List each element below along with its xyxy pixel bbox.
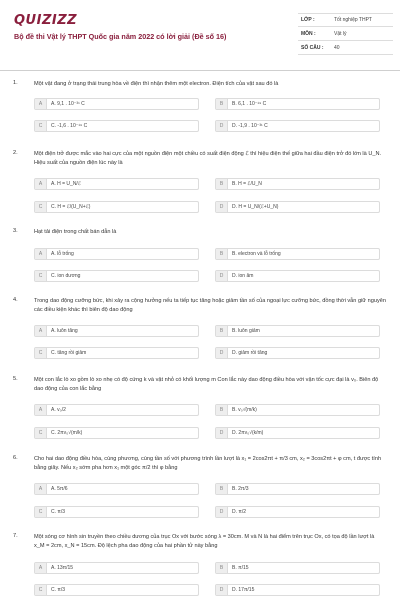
option-b[interactable] bbox=[215, 325, 380, 337]
option-text: B. H = ℰ/U_N bbox=[232, 181, 262, 187]
option-text: D. π/2 bbox=[232, 509, 247, 515]
option-text: D. ion âm bbox=[232, 273, 254, 279]
meta-label: SỐ CÂU : bbox=[301, 44, 324, 51]
option-c[interactable] bbox=[34, 584, 199, 596]
question-text: Cho hai dao động điều hòa, cùng phương, cùng tần số với phương trình lần lượt là x₁ = 2cos2πt + π/3 cm, x₂ = 3cos2πt + φ cm, t được tính bằng giây. Nếu x₂ sớm pha hơn x₁ một góc π/2 thì φ bằng bbox=[34, 456, 382, 471]
meta-row-subject bbox=[298, 27, 393, 41]
option-letter: D bbox=[216, 507, 228, 517]
question-text: Hạt tải điện trong chất bán dẫn là bbox=[34, 229, 117, 235]
question-number: 6. bbox=[13, 455, 18, 461]
option-text: C. tăng rồi giảm bbox=[51, 350, 87, 356]
option-text: A. luôn tăng bbox=[51, 328, 78, 334]
question-number: 3. bbox=[13, 228, 18, 234]
option-letter: D bbox=[216, 585, 228, 595]
option-c[interactable] bbox=[34, 347, 199, 359]
meta-table bbox=[298, 13, 393, 55]
option-text: A. lỗ trống bbox=[51, 251, 74, 257]
option-letter: A bbox=[35, 249, 47, 259]
quizizz-logo: QUIZIZZ bbox=[14, 13, 78, 28]
option-b[interactable] bbox=[215, 98, 380, 110]
option-text: B. luôn giảm bbox=[232, 328, 260, 334]
option-letter: B bbox=[216, 179, 228, 189]
option-text: B. v₀√(m/k) bbox=[232, 407, 257, 413]
option-b[interactable] bbox=[215, 178, 380, 190]
option-text: D. giảm rồi tăng bbox=[232, 350, 268, 356]
option-text: C. -1,6 . 10⁻¹⁹ C bbox=[51, 123, 88, 129]
option-a[interactable] bbox=[34, 404, 199, 416]
question-number: 2. bbox=[13, 150, 18, 156]
question-text: Một điện trở được mắc vào hai cực của một nguồn điện một chiều có suất điện động ℰ thì hiệu điện thế giữa hai đầu điện trở đó lớn là U_N. Hiệu suất của nguồn điện lúc này là bbox=[34, 151, 382, 166]
option-c[interactable] bbox=[34, 427, 199, 439]
meta-value: Vật lý bbox=[334, 30, 347, 37]
option-letter: C bbox=[35, 428, 47, 438]
option-a[interactable] bbox=[34, 325, 199, 337]
option-d[interactable] bbox=[215, 347, 380, 359]
option-letter: A bbox=[35, 326, 47, 336]
option-d[interactable] bbox=[215, 427, 380, 439]
option-letter: A bbox=[35, 99, 47, 109]
option-d[interactable] bbox=[215, 584, 380, 596]
option-letter: D bbox=[216, 428, 228, 438]
option-a[interactable] bbox=[34, 483, 199, 495]
option-letter: D bbox=[216, 121, 228, 131]
option-text: B. 2π/3 bbox=[232, 486, 249, 492]
option-text: B. electron và lỗ trống bbox=[232, 251, 281, 257]
option-text: D. -1,9 . 10⁻³¹ C bbox=[232, 123, 268, 129]
option-letter: A bbox=[35, 179, 47, 189]
option-text: D. H = U_N/(ℰ+U_N) bbox=[232, 204, 279, 210]
option-letter: D bbox=[216, 348, 228, 358]
option-letter: A bbox=[35, 405, 47, 415]
option-text: D. 17π/15 bbox=[232, 587, 255, 593]
meta-value: Tốt nghiệp THPT bbox=[334, 17, 372, 23]
option-text: B. 6,1 . 10⁻¹⁹ C bbox=[232, 101, 267, 107]
option-letter: A bbox=[35, 484, 47, 494]
meta-label: MÔN : bbox=[301, 30, 316, 37]
option-a[interactable] bbox=[34, 178, 199, 190]
option-text: C. 2πv₀√(m/k) bbox=[51, 430, 83, 436]
option-c[interactable] bbox=[34, 120, 199, 132]
question-text: Một sóng cơ hình sin truyền theo chiều dương của trục Ox với bước sóng λ = 30cm. M và N là hai điểm trên trục Ox, có tọa độ lần lượt là x_M = 2cm, x_N = 15cm. Độ lệch pha dao động của hai phần tử này bằng bbox=[34, 534, 375, 549]
header-divider bbox=[0, 70, 400, 71]
option-letter: C bbox=[35, 271, 47, 281]
option-letter: A bbox=[35, 563, 47, 573]
option-letter: B bbox=[216, 326, 228, 336]
option-letter: C bbox=[35, 121, 47, 131]
question-number: 5. bbox=[13, 376, 18, 382]
option-letter: C bbox=[35, 348, 47, 358]
question-number: 1. bbox=[13, 80, 18, 86]
question-text: Trong dao động cưỡng bức, khi xảy ra cộng hưởng nếu ta tiếp tục tăng hoặc giảm tần số của ngoại lực cưỡng bức, đồng thời vẫn giữ nguyên các điều kiện khác thì biên độ dao động bbox=[34, 298, 386, 313]
option-letter: C bbox=[35, 585, 47, 595]
option-b[interactable] bbox=[215, 404, 380, 416]
option-c[interactable] bbox=[34, 506, 199, 518]
option-text: B. π/15 bbox=[232, 565, 249, 571]
question-number: 7. bbox=[13, 533, 18, 539]
meta-row-class bbox=[298, 13, 393, 27]
option-c[interactable] bbox=[34, 270, 199, 282]
question-text: Một vật đang ở trạng thái trung hòa về điện thì nhận thêm một electron. Điện tích của vật sau đó là bbox=[34, 81, 279, 87]
question-text: Một con lắc lò xo gồm lò xo nhẹ có độ cứng k và vật nhỏ có khối lượng m Con lắc này dao động điều hòa với vận tốc cực đại là v₀. Biên độ dao động của con lắc bằng bbox=[34, 377, 379, 392]
option-text: C. π/3 bbox=[51, 587, 66, 593]
option-letter: B bbox=[216, 249, 228, 259]
option-d[interactable] bbox=[215, 506, 380, 518]
option-letter: D bbox=[216, 271, 228, 281]
option-d[interactable] bbox=[215, 270, 380, 282]
option-b[interactable] bbox=[215, 248, 380, 260]
option-letter: D bbox=[216, 202, 228, 212]
option-b[interactable] bbox=[215, 562, 380, 574]
meta-label: LỚP : bbox=[301, 17, 315, 23]
page-header bbox=[0, 0, 400, 66]
option-letter: B bbox=[216, 99, 228, 109]
option-text: A. v₀/2 bbox=[51, 407, 66, 413]
option-letter: B bbox=[216, 484, 228, 494]
option-a[interactable] bbox=[34, 248, 199, 260]
option-text: C. π/3 bbox=[51, 509, 66, 515]
meta-value: 40 bbox=[334, 44, 340, 51]
option-text: A. 9,1 . 10⁻³¹ C bbox=[51, 101, 85, 107]
option-text: A. 5π/6 bbox=[51, 486, 68, 492]
meta-row-count bbox=[298, 41, 393, 55]
option-letter: B bbox=[216, 563, 228, 573]
option-text: D. 2πv₀√(k/m) bbox=[232, 430, 264, 436]
option-letter: B bbox=[216, 405, 228, 415]
question-number: 4. bbox=[13, 297, 18, 303]
option-a[interactable] bbox=[34, 562, 199, 574]
option-text: C. H = ℰ/(U_N+ℰ) bbox=[51, 204, 91, 210]
option-text: A. H = U_N/ℰ bbox=[51, 181, 81, 187]
option-letter: C bbox=[35, 202, 47, 212]
option-a[interactable] bbox=[34, 98, 199, 110]
option-b[interactable] bbox=[215, 483, 380, 495]
option-text: A. 13π/15 bbox=[51, 565, 74, 571]
option-c[interactable] bbox=[34, 201, 199, 213]
option-d[interactable] bbox=[215, 201, 380, 213]
option-d[interactable] bbox=[215, 120, 380, 132]
option-text: C. ion dương bbox=[51, 273, 81, 279]
page-title: Bộ đề thi Vật lý THPT Quốc gia năm 2022 có lời giải (Đề số 16) bbox=[14, 32, 227, 41]
option-letter: C bbox=[35, 507, 47, 517]
